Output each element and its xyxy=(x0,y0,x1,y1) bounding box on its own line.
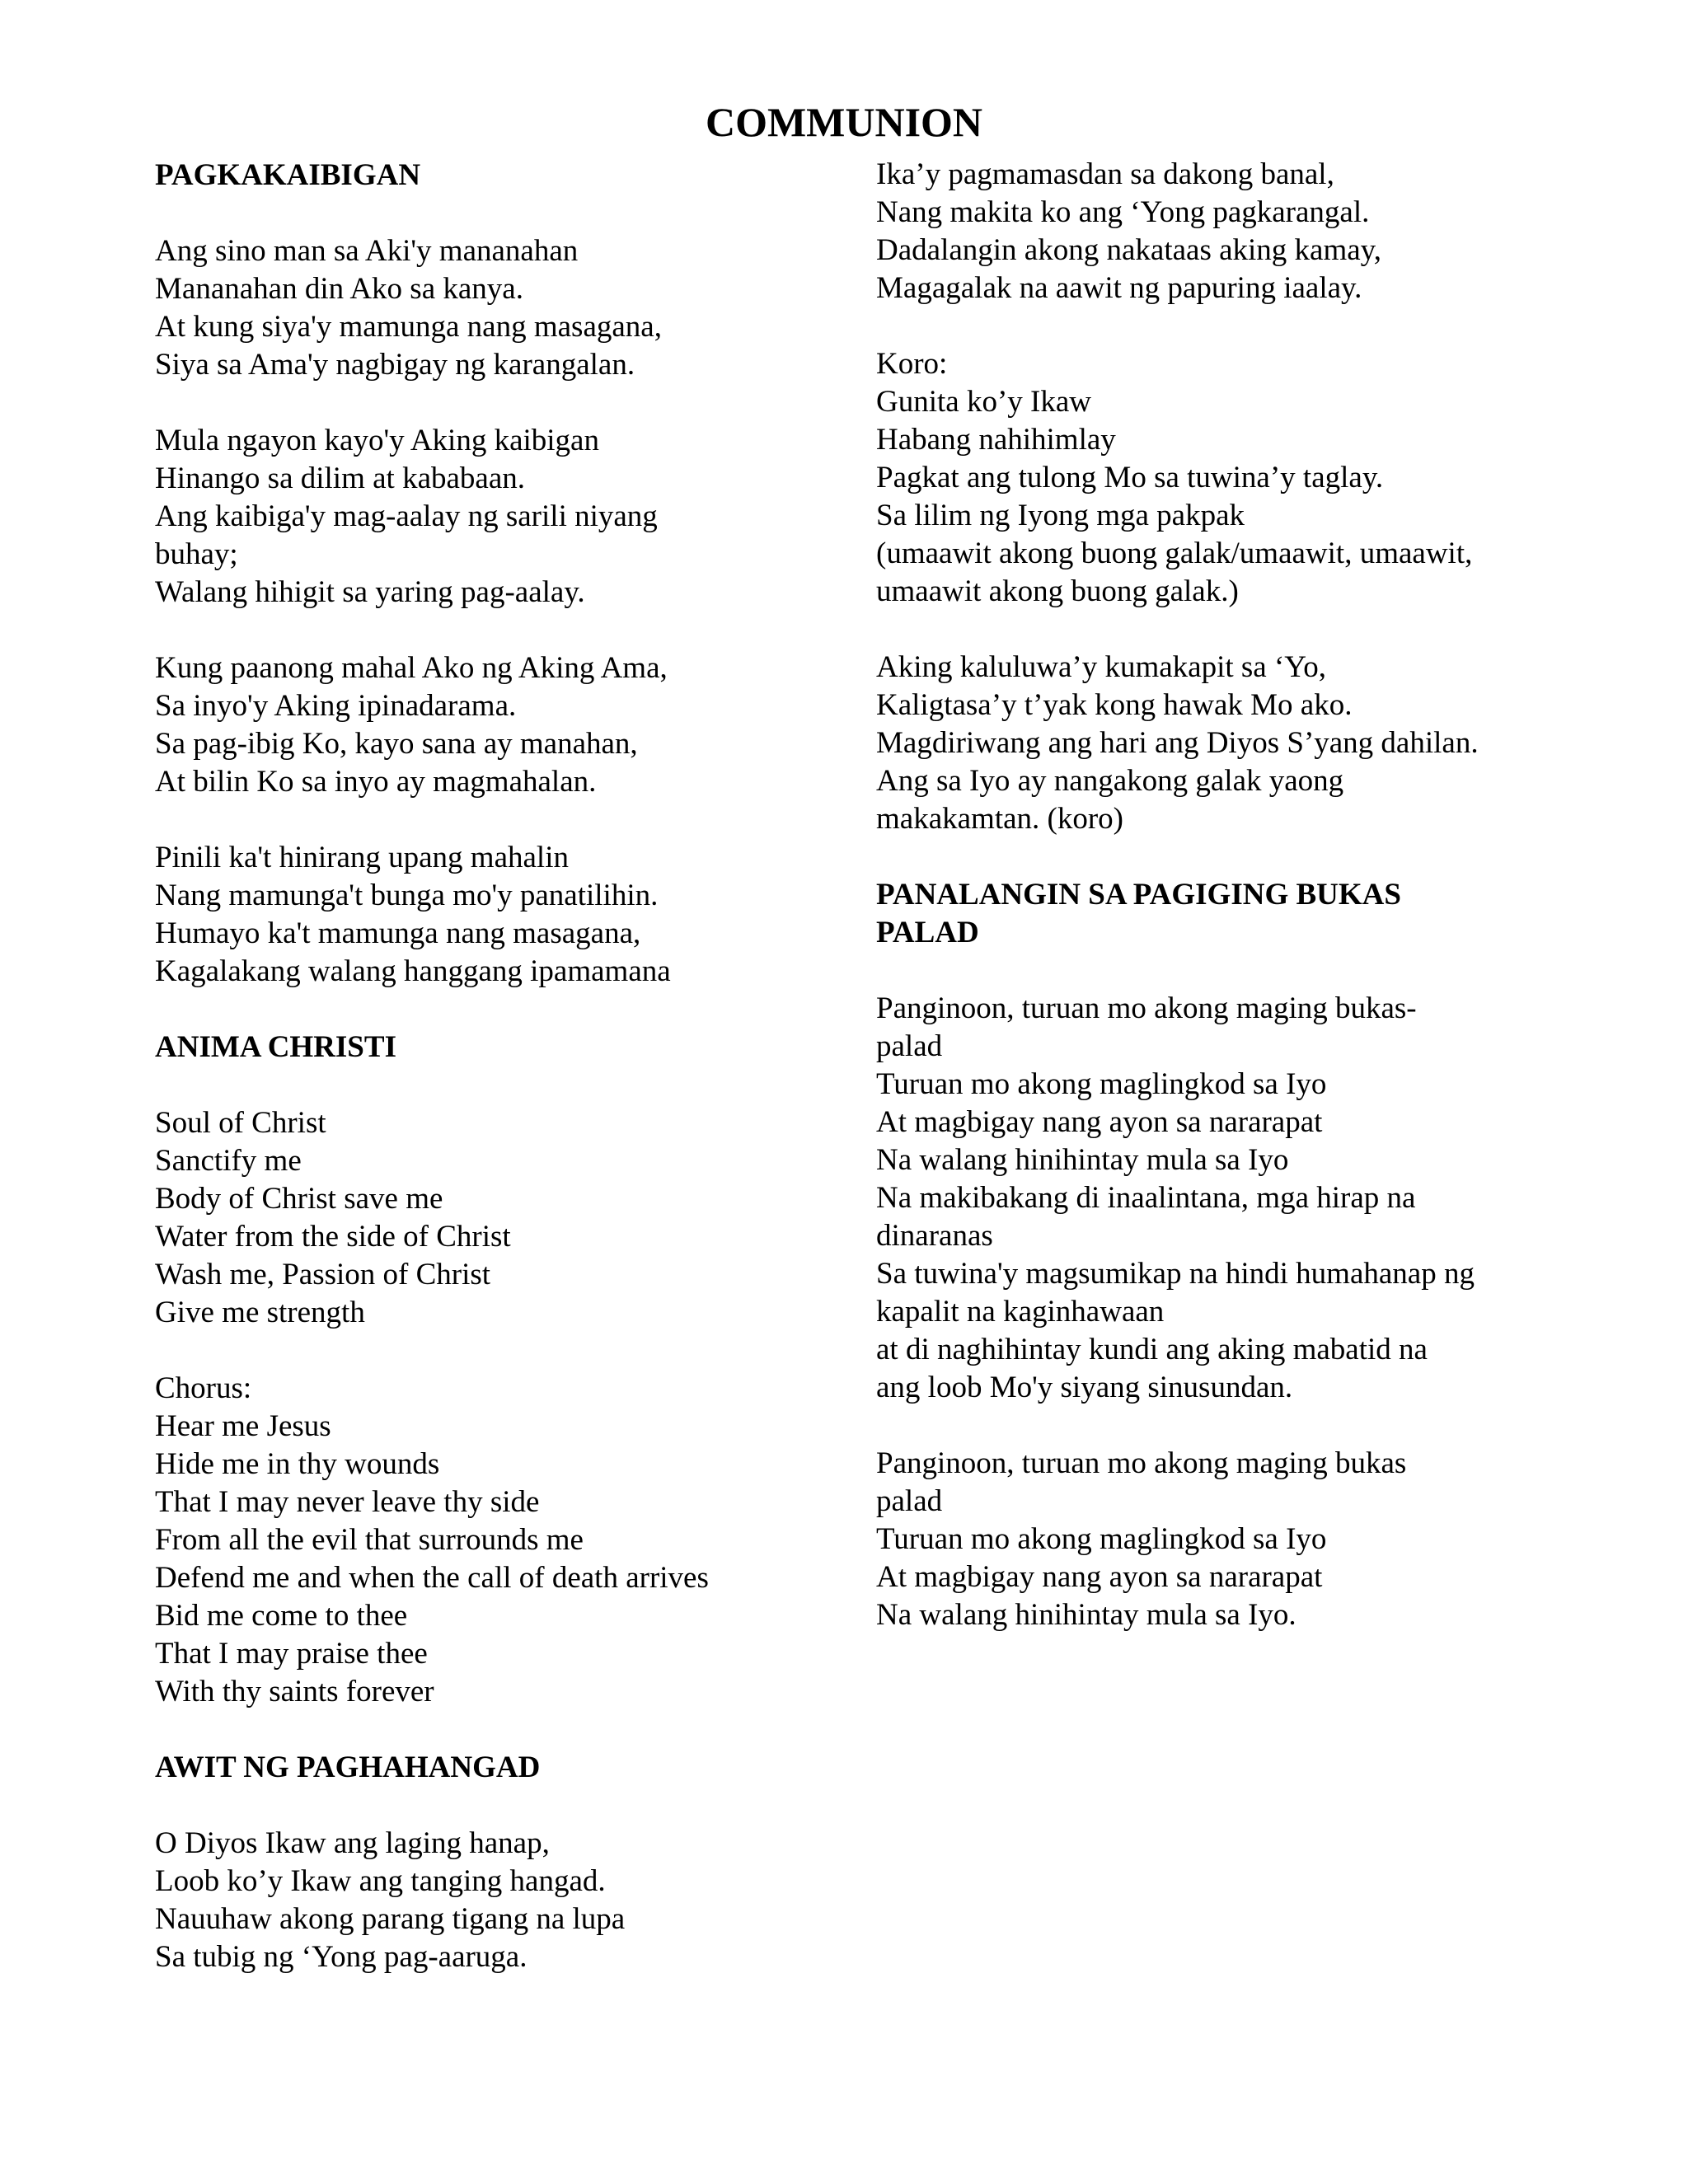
lyric-line: Loob ko’y Ikaw ang tanging hangad. xyxy=(155,1864,606,1898)
stanza xyxy=(876,990,1552,1407)
lyric-line: Turuan mo akong maglingkod sa Iyo xyxy=(876,1067,1327,1101)
song-heading-anima-christi: ANIMA CHRISTI xyxy=(155,1030,396,1064)
lyric-line: Give me strength xyxy=(155,1296,365,1329)
lyric-line: Pagkat ang tulong Mo sa tuwina’y taglay. xyxy=(876,461,1384,494)
lyric-line: Na walang hinihintay mula sa Iyo. xyxy=(876,1598,1296,1632)
heading-line: PALAD xyxy=(876,916,979,949)
lyric-line: Dadalangin akong nakataas aking kamay, xyxy=(876,233,1382,267)
lyric-line: (umaawit akong buong galak/umaawit, umaawit, xyxy=(876,537,1473,570)
lyric-line: Hinango sa dilim at kababaan. xyxy=(155,462,526,495)
lyric-line: Nauuhaw akong parang tigang na lupa xyxy=(155,1902,626,1936)
lyric-line: Water from the side of Christ xyxy=(155,1220,511,1254)
lyric-line: Aking kaluluwa’y kumakapit sa ‘Yo, xyxy=(876,650,1327,684)
stanza xyxy=(155,422,864,612)
lyric-line: That I may praise thee xyxy=(155,1637,428,1671)
lyric-line: Soul of Christ xyxy=(155,1106,326,1140)
lyric-line: Magagalak na aawit ng papuring iaalay. xyxy=(876,271,1362,305)
lyric-line: Kung paanong mahal Ako ng Aking Ama, xyxy=(155,651,668,685)
lyric-line: Pinili ka't hinirang upang mahalin xyxy=(155,841,569,874)
lyric-line: kapalit na kaginhawaan xyxy=(876,1295,1165,1329)
lyric-line: Nang mamunga't bunga mo'y panatilihin. xyxy=(155,879,659,912)
stanza xyxy=(155,1104,864,1332)
lyric-line: O Diyos Ikaw ang laging hanap, xyxy=(155,1826,550,1860)
lyric-line: Walang hihigit sa yaring pag-aalay. xyxy=(155,575,585,609)
lyric-line: Humayo ka't mamunga nang masagana, xyxy=(155,916,641,950)
stanza xyxy=(876,649,1552,838)
lyric-line: Kagalakang walang hanggang ipamamana xyxy=(155,954,671,988)
lyric-line: palad xyxy=(876,1029,943,1063)
lyric-line: Hide me in thy wounds xyxy=(155,1447,440,1481)
song-heading-panalangin xyxy=(876,876,1552,952)
lyric-line: Habang nahihimlay xyxy=(876,423,1116,457)
lyric-line: Sanctify me xyxy=(155,1144,302,1178)
left-column xyxy=(155,157,864,1976)
lyric-line: Wash me, Passion of Christ xyxy=(155,1258,491,1291)
lyric-line: Na makibakang di inaalintana, mga hirap na xyxy=(876,1181,1416,1215)
lyric-line: At magbigay nang ayon sa nararapat xyxy=(876,1105,1323,1139)
lyric-line: Body of Christ save me xyxy=(155,1182,443,1216)
lyric-line: From all the evil that surrounds me xyxy=(155,1523,584,1557)
lyric-line: buhay; xyxy=(155,537,238,571)
lyric-line: dinaranas xyxy=(876,1219,993,1253)
lyric-line: Koro: xyxy=(876,347,948,381)
lyric-line: Ang sa Iyo ay nangakong galak yaong xyxy=(876,764,1344,798)
lyric-line: That I may never leave thy side xyxy=(155,1485,540,1519)
lyric-line: Siya sa Ama'y nagbigay ng karangalan. xyxy=(155,348,635,382)
song-heading-pagkakaibigan: PAGKAKAIBIGAN xyxy=(155,158,421,192)
right-column xyxy=(876,156,1552,1634)
lyric-line: With thy saints forever xyxy=(155,1675,434,1708)
lyric-line: Sa pag-ibig Ko, kayo sana ay manahan, xyxy=(155,727,638,761)
lyric-line: at di naghihintay kundi ang aking mabatid na xyxy=(876,1333,1428,1366)
lyric-line: At kung siya'y mamunga nang masagana, xyxy=(155,310,662,344)
lyric-line: Sa inyo'y Aking ipinadarama. xyxy=(155,689,517,723)
lyric-line: Bid me come to thee xyxy=(155,1599,408,1633)
stanza xyxy=(876,156,1552,307)
lyric-line: makakamtan. (koro) xyxy=(876,802,1123,836)
lyric-line: Chorus: xyxy=(155,1371,252,1405)
lyric-line: At bilin Ko sa inyo ay magmahalan. xyxy=(155,765,597,799)
stanza xyxy=(876,1445,1552,1634)
lyric-line: ang loob Mo'y siyang sinusundan. xyxy=(876,1371,1293,1404)
lyric-line: Mananahan din Ako sa kanya. xyxy=(155,272,523,306)
page-title: COMMUNION xyxy=(705,99,983,145)
lyric-line: Ang sino man sa Aki'y mananahan xyxy=(155,234,579,268)
lyric-line: Kaligtasa’y t’yak kong hawak Mo ako. xyxy=(876,688,1353,722)
song-heading-awit-ng-paghahangad: AWIT NG PAGHAHANGAD xyxy=(155,1750,541,1784)
lyric-line: Panginoon, turuan mo akong maging bukas- xyxy=(876,991,1417,1025)
stanza xyxy=(876,345,1552,611)
lyric-line: Turuan mo akong maglingkod sa Iyo xyxy=(876,1522,1327,1556)
heading-line: PANALANGIN SA PAGIGING BUKAS xyxy=(876,878,1401,912)
stanza xyxy=(155,839,864,991)
lyric-line: Hear me Jesus xyxy=(155,1409,331,1443)
lyric-line: At magbigay nang ayon sa nararapat xyxy=(876,1560,1323,1594)
stanza xyxy=(155,1370,864,1711)
lyric-line: Sa tubig ng ‘Yong pag-aaruga. xyxy=(155,1940,528,1974)
lyric-line: Sa tuwina'y magsumikap na hindi humahanap ng xyxy=(876,1257,1475,1291)
lyric-line: Nang makita ko ang ‘Yong pagkarangal. xyxy=(876,195,1370,229)
lyric-line: umaawit akong buong galak.) xyxy=(876,574,1239,608)
lyric-line: Panginoon, turuan mo akong maging bukas xyxy=(876,1446,1407,1480)
lyric-line: Mula ngayon kayo'y Aking kaibigan xyxy=(155,424,599,457)
lyric-line: Na walang hinihintay mula sa Iyo xyxy=(876,1143,1289,1177)
stanza xyxy=(155,232,864,384)
lyric-line: Defend me and when the call of death arrives xyxy=(155,1561,709,1595)
stanza xyxy=(155,649,864,801)
lyric-line: Gunita ko’y Ikaw xyxy=(876,385,1091,419)
lyric-line: palad xyxy=(876,1484,943,1518)
stanza xyxy=(155,1825,864,1976)
lyric-line: Ika’y pagmamasdan sa dakong banal, xyxy=(876,157,1334,191)
lyric-line: Sa lilim ng Iyong mga pakpak xyxy=(876,499,1245,532)
lyric-line: Ang kaibiga'y mag-aalay ng sarili niyang xyxy=(155,499,658,533)
lyric-line: Magdiriwang ang hari ang Diyos S’yang dahilan. xyxy=(876,726,1479,760)
